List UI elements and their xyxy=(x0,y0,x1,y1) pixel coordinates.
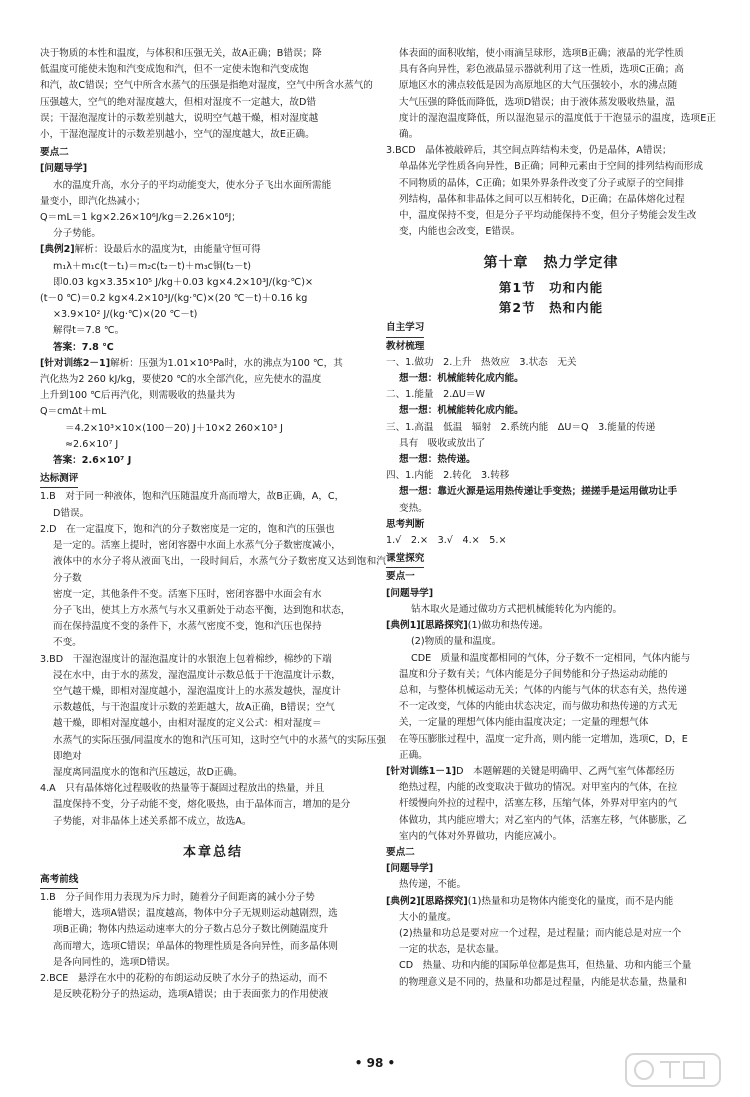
formula-line: 即0.03 kg×3.35×10⁵ J/kg＋0.03 kg×4.2×10³J/(kg·℃)× xyxy=(53,276,313,288)
intro-line: 低温度可能使未饱和汽变成饱和汽，但不一定使未饱和汽变成饱 xyxy=(40,64,309,76)
text-line: 的物理意义是不同的，热量和功都是过程量，内能是状态量，热量和 xyxy=(399,976,687,988)
subsection-tag: 思考判断 xyxy=(386,518,425,530)
text-line: 想一想：机械能转化成内能。 xyxy=(399,405,524,417)
intro-line: 决于物质的本性和温度，与体积和压强无关，故A正确；B错误；降 xyxy=(40,48,322,59)
formula-line: ×3.9×10² J/(kg·℃)×(20 ℃－t) xyxy=(53,309,198,321)
answer-item: 单晶体光学性质各向异性，B正确；同种元素由于空间的排列结构而形成 xyxy=(399,161,703,173)
answer-item: 液体中的水分子将从液面飞出，一段时间后，水蒸气分子数密度又达到饱和汽分子数 xyxy=(53,556,386,584)
text-line: 室内的气体对外界做功，内能应减小。 xyxy=(399,830,563,842)
section-heading: 要点二 xyxy=(386,846,415,858)
text-line: 汽化热为2 260 kJ/kg，要使20 ℃的水全部汽化，应先使水的温度 xyxy=(40,374,322,386)
intro-line: 压强越大，空气的绝对湿度越大，但相对湿度不一定越大，故D错 xyxy=(40,96,317,108)
answer-item: 4.A 只有晶体熔化过程吸收的热量等于凝固过程放出的热量，并且 xyxy=(40,783,325,795)
answer-item: 高而增大，选项C错误；单晶体的物理性质是各向异性，而多晶体则 xyxy=(53,940,338,952)
text-line: 大气压强的降低而降低，选项D错误；由于液体蒸发吸收热量，温 xyxy=(399,96,676,108)
answer-item: 子势能，对非晶体上述关系都不成立，故选A。 xyxy=(53,815,252,827)
text-line: 解析：设最后水的温度为t，由能量守恒可得 xyxy=(74,244,261,256)
formula-line: Q＝cmΔt＋mL xyxy=(40,406,107,418)
training-tag: [针对训练1－1] xyxy=(386,765,457,777)
text-line: 总和，与整体机械运动无关；气体的内能与气体的状态有关，热传递 xyxy=(399,684,687,696)
text-line: 解析：压强为1.01×10⁵Pa时，水的沸点为100 ℃，其 xyxy=(110,357,343,369)
answer-item: 3.BD 干湿泡湿度计的湿泡温度计的水银泡上包着棉纱，棉纱的下端 xyxy=(40,653,332,665)
text-line: 想一想：热传递。 xyxy=(399,454,476,466)
text-line: 在等压膨胀过程中，温度一定升高，则内能一定增加，选项C，D，E xyxy=(399,733,688,745)
formula-line: ≈2.6×10⁷ J xyxy=(65,438,119,450)
text-line: CDE 质量和温度都相同的气体，分子数不一定相同，气体内能与 xyxy=(411,652,691,664)
text-line: 想一想：靠近火源是运用热传递让手变热；搓搓手是运用做功让手 xyxy=(399,486,678,498)
text-line: 原地区水的沸点较低是因为高原地区的大气压强较小，水的沸点随 xyxy=(399,80,678,92)
text-line: 热传递，不能。 xyxy=(399,879,467,891)
answer-item: D错误。 xyxy=(53,507,90,519)
text-line: (1)热量和功是物体内能变化的量度，而不是内能 xyxy=(467,895,674,907)
answer-item: 2.BCE 悬浮在水中的花粉的布朗运动反映了水分子的热运动，而不 xyxy=(40,972,328,984)
example-tag: [典例2][思路探究] xyxy=(386,895,468,907)
answer-item: 越干燥，即相对湿度越小，由相对湿度的定义公式：相对湿度＝ xyxy=(53,718,322,730)
formula-line: Q＝mL＝1 kg×2.26×10⁶J/kg＝2.26×10⁶J； xyxy=(40,212,241,224)
answer-item: 浸在水中，由于水的蒸发，湿泡温度计示数总低于干泡温度计示数， xyxy=(53,669,341,681)
answer-item: 3.BCD 晶体被敲碎后，其空间点阵结构未变，仍是晶体，A错误； xyxy=(386,145,672,157)
answer-item: 不变。 xyxy=(53,637,82,649)
section-label: 高考前线 xyxy=(40,872,78,889)
section-label: 达标测评 xyxy=(40,471,78,488)
text-line: D 本题解题的关键是明确甲、乙两气室气体都经历 xyxy=(456,765,675,777)
section-heading: 要点一 xyxy=(386,571,415,583)
text-line: 想一想：机械能转化成内能。 xyxy=(399,373,524,385)
intro-line: 误；干湿泡湿度计的示数差别越大，说明空气越干燥，相对湿度越 xyxy=(40,112,319,124)
left-column xyxy=(40,46,386,1003)
section-label: 自主学习 xyxy=(386,320,424,337)
text-line: (2)物质的量和温度。 xyxy=(411,636,502,648)
subsection-tag: [问题导学] xyxy=(40,163,88,175)
text-line: CD 热量、功和内能的国际单位都是焦耳，但热量、功和内能三个量 xyxy=(399,960,692,972)
text-line: 度计的湿泡温度降低，所以湿泡显示的温度低于干泡显示的温度，选项E正确。 xyxy=(399,112,716,141)
text-line: 分子势能。 xyxy=(53,228,101,240)
formula-line: ＝4.2×10³×10×(100－20) J＋10×2 260×10³ J xyxy=(65,422,283,434)
formula-line: m₁λ＋m₁c(t－t₁)＝m₂c(t₂－t)＋m₃c铜(t₂－t) xyxy=(53,260,251,272)
judge-answers: 1.√ 2.× 3.√ 4.× 5.× xyxy=(386,535,507,547)
text-line: 量变小，即汽化热减小； xyxy=(40,195,146,207)
answer-item: 项B正确；物体内热运动速率大的分子数占总分子数比例随温度升 xyxy=(53,924,329,936)
text-line: 三、1.高温 低温 辐射 2.系统内能 ΔU＝Q 3.能量的传递 xyxy=(386,421,656,433)
answer-item: 变，内能也会改变，E错误。 xyxy=(399,226,521,238)
text-line: 正确。 xyxy=(399,749,428,761)
section-label: 课堂探究 xyxy=(386,551,424,568)
answer-item: 湿度离同温度水的饱和汽压越远，故D正确。 xyxy=(53,766,243,778)
text-line: 二、1.能量 2.ΔU＝W xyxy=(386,389,485,401)
answer-item: 是反映花粉分子的热运动，选项A错误；由于表面张力的作用使液 xyxy=(53,989,329,1001)
answer-item: 不同物质的晶体，C正确；如果外界条件改变了分子或原子的空间排 xyxy=(399,177,684,189)
text-line: 杆缓慢向外拉的过程中，活塞左移，压缩气体，外界对甲室内的气 xyxy=(399,798,678,810)
training-tag: [针对训练2－1] xyxy=(40,357,111,369)
text-line: 绝热过程，内能的改变取决于做功的情况。对甲室内的气体，在拉 xyxy=(399,782,678,794)
answer-line: 答案：7.8 ℃ xyxy=(53,341,114,353)
text-line: 关，一定量的理想气体内能由温度决定；一定量的理想气体 xyxy=(399,717,649,729)
formula-line: (t－0 ℃)＝0.2 kg×4.2×10³J/(kg·℃)×(20 ℃－t)＋0.16 kg xyxy=(40,293,308,305)
answer-item: 是一定的。活塞上提时，密闭容器中水面上水蒸气分子数密度减小， xyxy=(53,540,341,552)
answer-item: 而在保持温度不变的条件下，水蒸气密度不变，饱和汽压也保持 xyxy=(53,621,322,633)
example-tag: [典例2] xyxy=(40,244,75,256)
answer-item: 2.D 在一定温度下，饱和汽的分子数密度是一定的，饱和汽的压强也 xyxy=(40,523,335,535)
text-line: 体表面的面积收缩，使小雨滴呈球形，选项B正确；液晶的光学性质 xyxy=(399,48,684,59)
answer-item: 能增大，选项A错误；温度越高，物体中分子无规则运动越剧烈，选 xyxy=(53,908,338,920)
text-line: 一定的状态，是状态量。 xyxy=(399,944,505,956)
watermark-logo-icon xyxy=(624,1050,722,1090)
section-title: 第1节 功和内能 xyxy=(498,280,604,296)
answer-item: 是各向同性的，选项D错误。 xyxy=(53,956,176,968)
subsection-tag: [问题导学] xyxy=(386,587,434,599)
subsection-tag: [问题导学] xyxy=(386,863,434,875)
text-line: 具有 吸收或放出了 xyxy=(399,437,486,449)
text-line: 一、1.做功 2.上升 热效应 3.状态 无关 xyxy=(386,356,577,368)
chapter-title: 第十章 热力学定律 xyxy=(483,255,619,272)
example-tag: [典例1][思路探究] xyxy=(386,620,468,632)
text-line: 水的温度升高，水分子的平均动能变大，使水分子飞出水面所需能 xyxy=(53,179,332,191)
section-heading: 要点二 xyxy=(40,147,69,159)
text-line: (1)做功和热传递。 xyxy=(467,620,549,632)
answer-item: 分子飞出，使其上方水蒸气与水又重新处于动态平衡，达到饱和状态， xyxy=(53,604,351,616)
answer-item: 示数越低，与干泡温度计示数的差距越大，故A正确，B错误；空气 xyxy=(53,702,335,714)
text-line: 钻木取火是通过做功方式把机械能转化为内能的。 xyxy=(411,603,623,615)
text-line: 温度和分子数有关；气体内能是分子间势能和分子热运动动能的 xyxy=(399,668,668,680)
page-number: • 98 • xyxy=(354,1056,396,1070)
answer-item: 水蒸气的实际压强/同温度水的饱和汽压可知，这时空气中的水蒸气的实际压强即绝对 xyxy=(53,734,386,762)
section-title: 第2节 热和内能 xyxy=(498,300,604,316)
answer-item: 密度一定，其他条件不变。活塞下压时，密闭容器中水面会有水 xyxy=(53,588,322,600)
intro-line: 和汽，故C错误；空气中所含水蒸气的压强是指绝对湿度，空气中所含水蒸气的 xyxy=(40,80,373,92)
text-line: 体做功，其内能应增大；对乙室内的气体，活塞左移，气体膨胀，乙 xyxy=(399,814,687,826)
text-line: (2)热量和功总是要对应一个过程，是过程量；而内能总是对应一个 xyxy=(399,927,682,939)
answer-item: 空气越干燥，即相对湿度越小，湿泡温度计上的水蒸发越快，湿度计 xyxy=(53,685,341,697)
answer-line: 答案：2.6×10⁷ J xyxy=(53,455,132,467)
answer-item: 列结构，晶体和非晶体之间可以互相转化，D正确；在晶体熔化过程 xyxy=(399,193,685,205)
text-line: 变热。 xyxy=(399,502,428,514)
intro-line: 小，干湿泡湿度计的示数差别越小，空气的湿度越大，故E正确。 xyxy=(40,129,315,141)
chapter-summary-title: 本章总结 xyxy=(182,844,243,860)
text-line: 大小的量度。 xyxy=(399,911,457,923)
answer-item: 温度保持不变，分子动能不变，熔化吸热，由于晶体而言，增加的是分 xyxy=(53,799,351,811)
text-line: 四、1.内能 2.转化 3.转移 xyxy=(386,470,510,482)
text-line: 具有各向异性，彩色液晶显示器就利用了这一性质，选项C正确；高 xyxy=(399,64,684,76)
text-line: 上升到100 ℃后再汽化，则需吸收的热量共为 xyxy=(40,390,236,402)
right-column xyxy=(386,46,716,991)
formula-line: 解得t＝7.8 ℃。 xyxy=(53,325,125,337)
answer-item: 1.B 分子间作用力表现为斥力时，随着分子间距离的减小分子势 xyxy=(40,891,315,903)
answer-item: 1.B 对于同一种液体，饱和汽压随温度升高而增大，故B正确，A，C， xyxy=(40,491,345,503)
answer-item: 中，温度保持不变，但是分子平均动能保持不变，但分子势能会发生改 xyxy=(399,210,697,222)
subsection-tag: 教材梳理 xyxy=(386,340,425,352)
text-line: 不一定改变，气体的内能由状态决定，而与做功和热传递的方式无 xyxy=(399,701,678,713)
